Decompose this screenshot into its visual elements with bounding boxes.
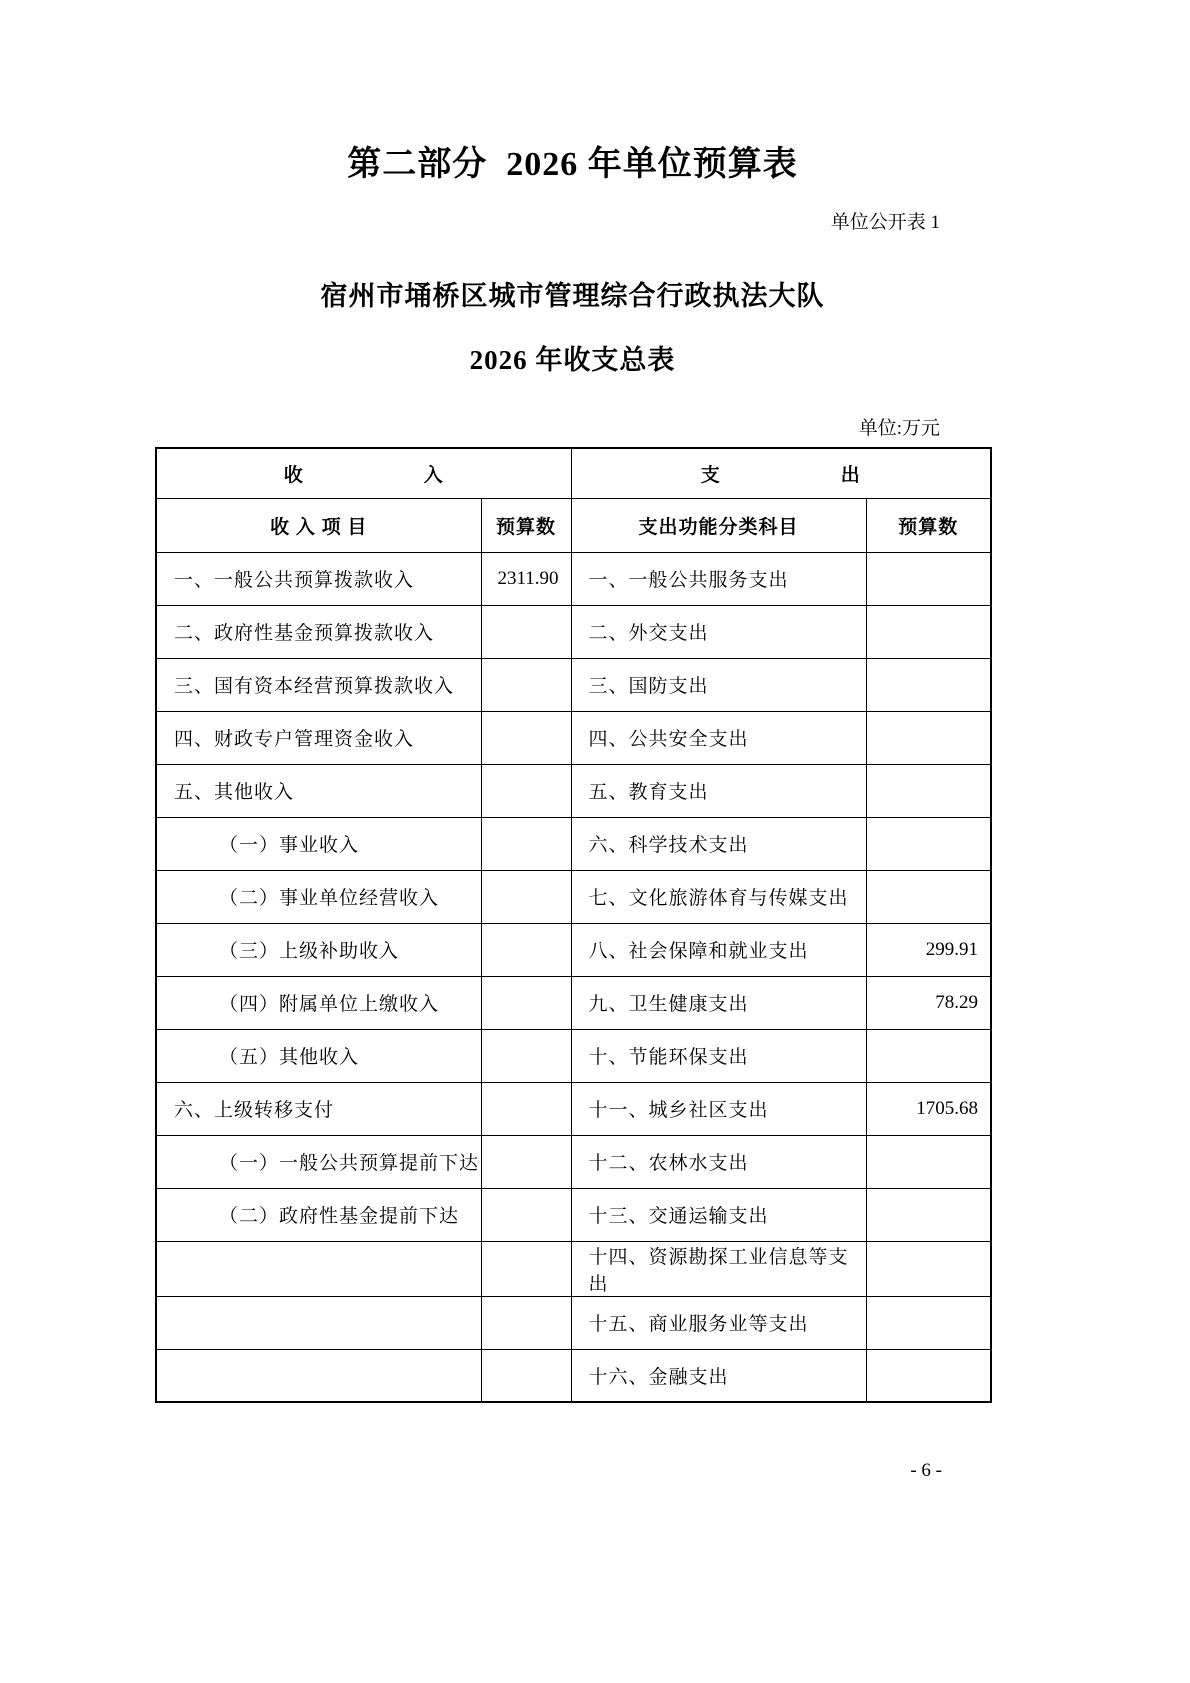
expense-item-cell: 十四、资源勘探工业信息等支出 [571, 1241, 866, 1296]
income-amount-cell [481, 764, 571, 817]
org-name: 宿州市埇桥区城市管理综合行政执法大队 [320, 281, 825, 311]
table-row [156, 605, 991, 658]
unit-note: 单位:万元 [858, 418, 940, 439]
income-item-cell: （二）事业单位经营收入 [156, 870, 481, 923]
income-amount-cell [481, 1135, 571, 1188]
expense-item-cell: 七、文化旅游体育与传媒支出 [571, 870, 866, 923]
income-item-cell [156, 1349, 481, 1402]
income-amount-cell: 2311.90 [481, 552, 571, 605]
expense-item-cell: 十六、金融支出 [571, 1349, 866, 1402]
income-item-cell: 五、其他收入 [156, 764, 481, 817]
expense-amount-cell [866, 1135, 991, 1188]
expense-item-cell: 十五、商业服务业等支出 [571, 1296, 866, 1349]
income-item-cell [156, 1241, 481, 1296]
income-item-cell: 三、国有资本经营预算拨款收入 [156, 658, 481, 711]
budget-table-header [156, 448, 991, 552]
column-header-row [156, 498, 991, 552]
expense-amount-cell: 1705.68 [866, 1082, 991, 1135]
group-header-row [156, 448, 991, 498]
expense-amount-cell: 299.91 [866, 923, 991, 976]
expense-item-cell: 十一、城乡社区支出 [571, 1082, 866, 1135]
income-item-cell: （三）上级补助收入 [156, 923, 481, 976]
budget-table-body [156, 552, 991, 1402]
income-amount-cell [481, 658, 571, 711]
expense-amount-cell [866, 817, 991, 870]
document-content [155, 143, 990, 1483]
expense-budget-header: 预算数 [866, 498, 991, 552]
expense-amount-cell [866, 764, 991, 817]
expense-amount-cell [866, 552, 991, 605]
income-amount-cell [481, 923, 571, 976]
income-item-cell: 一、一般公共预算拨款收入 [156, 552, 481, 605]
table-row [156, 817, 991, 870]
income-item-cell: （一）一般公共预算提前下达 [156, 1135, 481, 1188]
expense-item-cell: 九、卫生健康支出 [571, 976, 866, 1029]
income-amount-cell [481, 711, 571, 764]
table-row [156, 552, 991, 605]
table-row [156, 1135, 991, 1188]
income-amount-cell [481, 976, 571, 1029]
table-note: 单位公开表 1 [830, 212, 940, 233]
income-amount-cell [481, 1241, 571, 1296]
expense-amount-cell [866, 1029, 991, 1082]
income-item-cell: （四）附属单位上缴收入 [156, 976, 481, 1029]
expense-item-cell: 三、国防支出 [571, 658, 866, 711]
income-amount-cell [481, 1082, 571, 1135]
table-row [156, 711, 991, 764]
budget-table [155, 447, 992, 1403]
table-row [156, 1241, 991, 1296]
income-item-cell: （五）其他收入 [156, 1029, 481, 1082]
income-item-cell: 四、财政专户管理资金收入 [156, 711, 481, 764]
expense-amount-cell [866, 605, 991, 658]
table-row [156, 870, 991, 923]
expense-item-header: 支出功能分类科目 [571, 498, 866, 552]
table-row [156, 764, 991, 817]
expense-amount-cell [866, 711, 991, 764]
table-row [156, 1188, 991, 1241]
income-amount-cell [481, 817, 571, 870]
income-amount-cell [481, 870, 571, 923]
table-row [156, 658, 991, 711]
income-item-cell: （一）事业收入 [156, 817, 481, 870]
table-row [156, 1349, 991, 1402]
income-amount-cell [481, 605, 571, 658]
expense-amount-cell [866, 1188, 991, 1241]
expense-amount-cell [866, 1241, 991, 1296]
income-budget-header: 预算数 [481, 498, 571, 552]
document-title: 第二部分 2026 年单位预算表 [347, 146, 798, 183]
page-number: - 6 - [910, 1460, 942, 1481]
expense-amount-cell [866, 1296, 991, 1349]
expense-amount-cell [866, 658, 991, 711]
expense-item-cell: 五、教育支出 [571, 764, 866, 817]
table-row [156, 1296, 991, 1349]
expense-item-cell: 十、节能环保支出 [571, 1029, 866, 1082]
income-item-cell: 二、政府性基金预算拨款收入 [156, 605, 481, 658]
expense-item-cell: 八、社会保障和就业支出 [571, 923, 866, 976]
table-row [156, 976, 991, 1029]
expense-item-cell: 四、公共安全支出 [571, 711, 866, 764]
expense-amount-cell [866, 870, 991, 923]
income-amount-cell [481, 1188, 571, 1241]
expense-item-cell: 十三、交通运输支出 [571, 1188, 866, 1241]
expense-item-cell: 十二、农林水支出 [571, 1135, 866, 1188]
income-amount-cell [481, 1029, 571, 1082]
income-item-header: 收 入 项 目 [156, 498, 481, 552]
expense-group-header: 支 出 [571, 448, 991, 498]
expense-item-cell: 六、科学技术支出 [571, 817, 866, 870]
expense-item-cell: 二、外交支出 [571, 605, 866, 658]
income-amount-cell [481, 1349, 571, 1402]
income-item-cell: （二）政府性基金提前下达 [156, 1188, 481, 1241]
expense-amount-cell: 78.29 [866, 976, 991, 1029]
income-item-cell [156, 1296, 481, 1349]
table-title: 2026 年收支总表 [469, 345, 676, 375]
income-amount-cell [481, 1296, 571, 1349]
income-group-header: 收 入 [156, 448, 571, 498]
table-row [156, 1029, 991, 1082]
table-row [156, 923, 991, 976]
expense-item-cell: 一、一般公共服务支出 [571, 552, 866, 605]
income-item-cell: 六、上级转移支付 [156, 1082, 481, 1135]
expense-amount-cell [866, 1349, 991, 1402]
table-row [156, 1082, 991, 1135]
